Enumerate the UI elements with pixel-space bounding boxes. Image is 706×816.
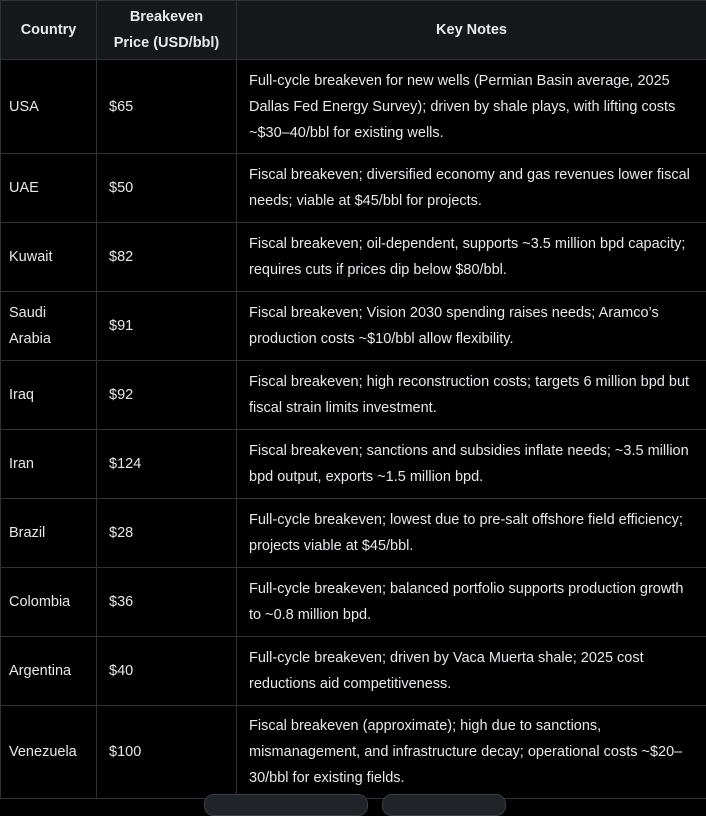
- cell-price: $100: [97, 706, 237, 799]
- table-row: [1, 361, 706, 430]
- cell-notes: Fiscal breakeven (approximate); high due to sanctions, mismanagement, and infrastructure decay; operational costs ~$20–30/bbl for existing fields.: [237, 706, 706, 799]
- cell-price: $50: [97, 154, 237, 223]
- floating-action-button[interactable]: [382, 794, 506, 816]
- table-row: [1, 223, 706, 292]
- cell-price: $40: [97, 637, 237, 706]
- header-country: Country: [1, 1, 97, 60]
- cell-price: $36: [97, 568, 237, 637]
- table-row: [1, 568, 706, 637]
- floating-action-button[interactable]: [204, 794, 368, 816]
- cell-price: $28: [97, 499, 237, 568]
- cell-country: UAE: [1, 154, 97, 223]
- cell-country: Brazil: [1, 499, 97, 568]
- cell-country: Iraq: [1, 361, 97, 430]
- table-row: [1, 292, 706, 361]
- table-row: [1, 60, 706, 154]
- cell-country: Colombia: [1, 568, 97, 637]
- header-breakeven-price: [97, 1, 237, 60]
- cell-notes: Full-cycle breakeven; lowest due to pre-salt offshore field efficiency; projects viable at $45/bbl.: [237, 499, 706, 568]
- table-row: [1, 430, 706, 499]
- header-row: [1, 1, 706, 60]
- cell-notes: Full-cycle breakeven for new wells (Permian Basin average, 2025 Dallas Fed Energy Survey); driven by shale plays, with lifting costs ~$30–40/bbl for existing wells.: [237, 60, 706, 154]
- table-row: [1, 154, 706, 223]
- cell-notes: Fiscal breakeven; diversified economy and gas revenues lower fiscal needs; viable at $45/bbl for projects.: [237, 154, 706, 223]
- header-key-notes: Key Notes: [237, 1, 706, 60]
- cell-notes: Fiscal breakeven; Vision 2030 spending raises needs; Aramco’s production costs ~$10/bbl allow flexibility.: [237, 292, 706, 361]
- header-price-line1: Breakeven: [130, 9, 203, 25]
- cell-country: Venezuela: [1, 706, 97, 799]
- cell-country: Iran: [1, 430, 97, 499]
- cell-price: $124: [97, 430, 237, 499]
- cell-notes: Fiscal breakeven; high reconstruction costs; targets 6 million bpd but fiscal strain limits investment.: [237, 361, 706, 430]
- table-body: [1, 60, 706, 799]
- cell-notes: Fiscal breakeven; sanctions and subsidies inflate needs; ~3.5 million bpd output, exports ~1.5 million bpd.: [237, 430, 706, 499]
- cell-notes: Full-cycle breakeven; driven by Vaca Muerta shale; 2025 cost reductions aid competitiveness.: [237, 637, 706, 706]
- table-header: [1, 1, 706, 60]
- cell-price: $91: [97, 292, 237, 361]
- cell-notes: Full-cycle breakeven; balanced portfolio supports production growth to ~0.8 million bpd.: [237, 568, 706, 637]
- table-row: [1, 706, 706, 799]
- cell-country: USA: [1, 60, 97, 154]
- table-row: [1, 499, 706, 568]
- cell-country: Kuwait: [1, 223, 97, 292]
- table-row: [1, 637, 706, 706]
- cell-country: Argentina: [1, 637, 97, 706]
- cell-price: $82: [97, 223, 237, 292]
- cell-notes: Fiscal breakeven; oil-dependent, supports ~3.5 million bpd capacity; requires cuts if prices dip below $80/bbl.: [237, 223, 706, 292]
- cell-country: Saudi Arabia: [1, 292, 97, 361]
- cell-price: $92: [97, 361, 237, 430]
- cell-price: $65: [97, 60, 237, 154]
- header-price-line2: Price (USD/bbl): [114, 35, 220, 51]
